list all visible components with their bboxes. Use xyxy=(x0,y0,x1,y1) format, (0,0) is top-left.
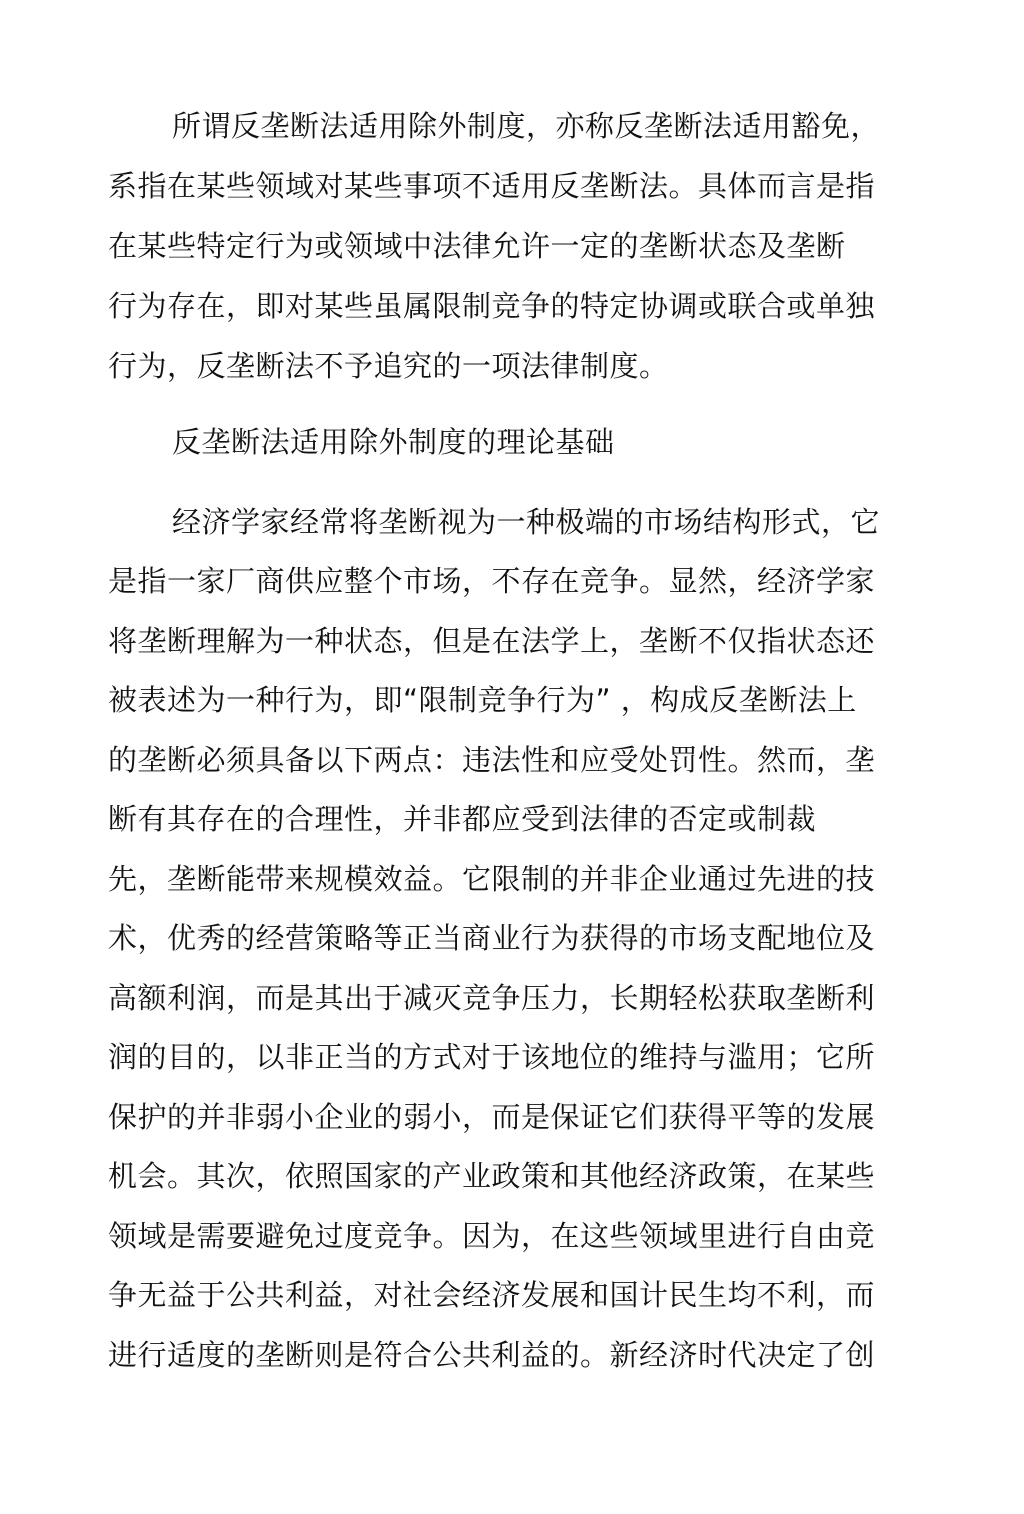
paragraph-2-line-7: 先，垄断能带来规模效益。它限制的并非企业通过先进的技 xyxy=(108,862,876,896)
paragraph-2-line-1: 经济学家经常将垄断视为一种极端的市场结构形式，它 xyxy=(172,505,881,539)
paragraph-2-line-9: 高额利润，而是其出于减灭竞争压力，长期轻松获取垄断利 xyxy=(108,981,876,1015)
paragraph-1-line-5: 行为，反垄断法不予追究的一项法律制度。 xyxy=(108,349,669,383)
paragraph-2-line-4: 被表述为一种行为，即“限制竞争行为” ，构成反垄断法上 xyxy=(108,683,857,717)
paragraph-1-line-4: 行为存在，即对某些虽属限制竞争的特定协调或联合或单独 xyxy=(108,289,876,323)
paragraph-2-line-5: 的垄断必须具备以下两点：违法性和应受处罚性。然而，垄 xyxy=(108,743,876,777)
section-heading: 反垄断法适用除外制度的理论基础 xyxy=(172,425,615,459)
paragraph-1-line-2: 系指在某些领域对某些事项不适用反垄断法。具体而言是指 xyxy=(108,169,876,203)
paragraph-2-line-14: 争无益于公共利益，对社会经济发展和国计民生均不利，而 xyxy=(108,1278,876,1312)
paragraph-2-line-8: 术，优秀的经营策略等正当商业行为获得的市场支配地位及 xyxy=(108,921,876,955)
paragraph-2-line-11: 保护的并非弱小企业的弱小，而是保证它们获得平等的发展 xyxy=(108,1100,876,1134)
paragraph-2-line-12: 机会。其次，依照国家的产业政策和其他经济政策，在某些 xyxy=(108,1159,876,1193)
paragraph-1-line-3: 在某些特定行为或领域中法律允许一定的垄断状态及垄断 xyxy=(108,229,846,263)
paragraph-2-line-2: 是指一家厂商供应整个市场，不存在竞争。显然，经济学家 xyxy=(108,564,876,598)
paragraph-2-line-15: 进行适度的垄断则是符合公共利益的。新经济时代决定了创 xyxy=(108,1338,876,1372)
paragraph-2-line-6: 断有其存在的合理性，并非都应受到法律的否定或制裁 xyxy=(108,802,817,836)
paragraph-2-line-13: 领域是需要避免过度竞争。因为，在这些领域里进行自由竞 xyxy=(108,1219,876,1253)
paragraph-2-line-3: 将垄断理解为一种状态，但是在法学上，垄断不仅指状态还 xyxy=(108,624,876,658)
paragraph-2-line-10: 润的目的，以非正当的方式对于该地位的维持与滥用；它所 xyxy=(108,1040,876,1074)
paragraph-1-line-1: 所谓反垄断法适用除外制度，亦称反垄断法适用豁免， xyxy=(172,109,881,143)
